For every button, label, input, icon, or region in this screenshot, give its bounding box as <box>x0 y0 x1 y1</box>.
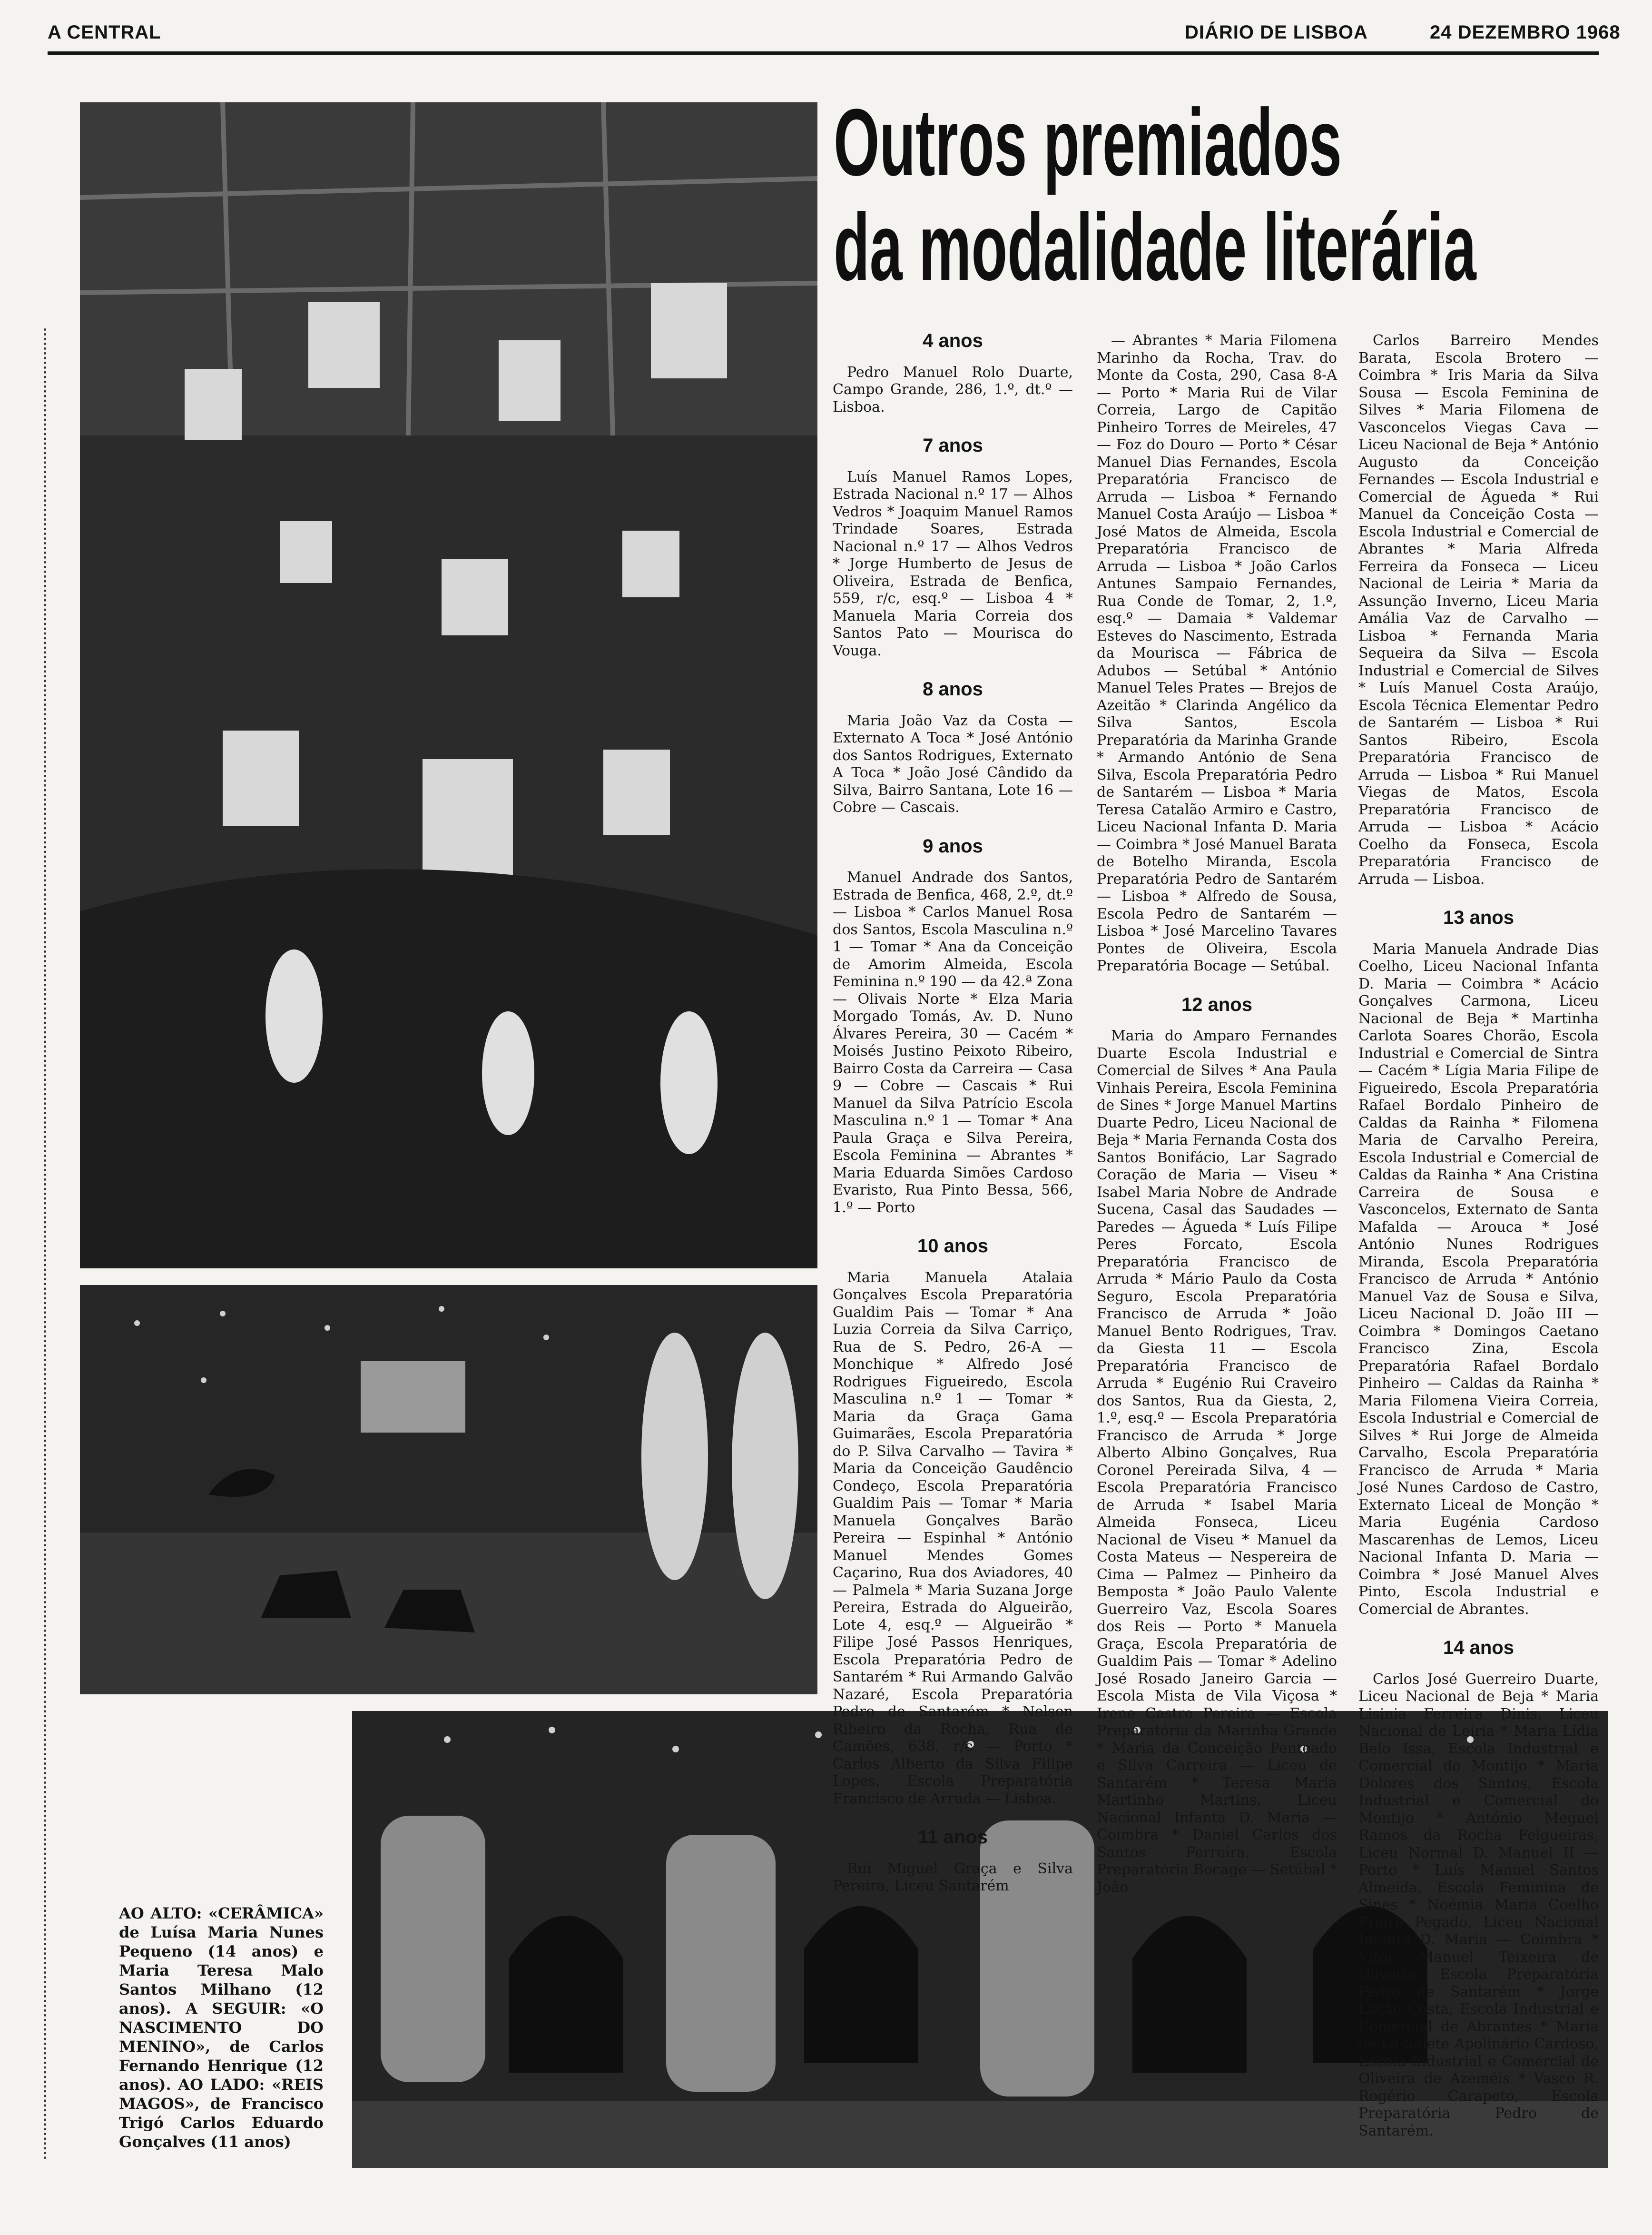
newspaper-name: DIÁRIO DE LISBOA <box>1185 22 1368 43</box>
column-3 <box>1358 332 1599 2148</box>
age-heading: 9 anos <box>923 835 983 857</box>
headline <box>834 89 1476 300</box>
age-heading: 7 anos <box>923 435 983 456</box>
age-heading: 14 anos <box>1443 1637 1514 1658</box>
photo-nascimento-do-menino <box>80 1285 817 1694</box>
winners-paragraph: Maria Manuela Andrade Dias Coelho, Liceu Nacional Infanta D. Maria — Coimbra * Acácio Gonçalves Carmona, Liceu Nacional de Beja * Martinha Carlota Soares Chorão, Escola Industrial e Comercial de Sintra — Cacém * Lígia Maria Filipe de Figueiredo, Escola Preparatória Rafael Bordalo Pinheiro de Caldas da Rainha * Filomena Maria de Carvalho Pereira, Escola Industrial e Comercial de Caldas da Rainha * Ana Cristina Carreira de Sousa e Vasconcelos, Externato de Santa Mafalda — Arouca * José António Nunes Rodrigues Miranda, Escola Preparatória Francisco de Arruda * António Manuel Vaz de Sousa e Silva, Liceu Nacional D. João III — Coimbra * Domingos Caetano Francisco Zina, Escola Preparatória Rafael Bordalo Pinheiro — Caldas da Rainha * Maria Filomena Vieira Correia, Escola Industrial e Comercial de Silves * Rui Jorge de Almeida Carvalho, Escola Preparatória Francisco de Arruda * Maria José Nunes Cardoso de Castro, Externato Liceal de Monção * Maria Eugénia Cardoso Mascarenhas de Lemos, Liceu Nacional Infanta D. Maria — Coimbra * José Manuel Alves Pinto, Escola Industrial e Comercial de Abrantes. <box>1358 940 1599 1618</box>
age-heading: 11 anos <box>918 1827 988 1848</box>
headline-line-1: Outros premiados <box>834 89 1342 196</box>
winners-paragraph: Carlos José Guerreiro Duarte, Liceu Nacional de Beja * Maria Lisinia Ferreira Dinis, Liceu Nacional de Leiria * Maria Lídia Belo Issa, Escola Industrial e Comercial do Montijo * Maria Dolores dos Santos, Escola Industrial e Comercial do Montijo * António Meguel Ramos da Rocha Felgueiras, Liceu Normal D. Manuel II — Porto * Luís Manuel Santos Almeida, Escola Feminina de Sines * Noémia Maria Coelho Freire Pegado, Liceu Nacional Infanta D. Maria — Coimbra * Vítor Manuel Teixeira de Oliveira, Escola Preparatória Pedro de Santarém * Jorge Lação Costa, Escola Industrial e Comercial de Abrantes * Maria de Lá-Salete Apolinário Cardoso, Escola Industrial e Comercial de Oliveira de Azeméis * Vasco R. Rogério Carapeto, Escola Preparatória Pedro de Santarém. <box>1358 1671 1599 2139</box>
header-rule <box>48 51 1599 55</box>
age-heading: 4 anos <box>923 330 983 351</box>
winners-paragraph: Rui Miguel Graça e Silva Pereira, Liceu Santarém <box>833 1860 1073 1894</box>
winners-paragraph: Luís Manuel Ramos Lopes, Estrada Nacional n.º 17 — Alhos Vedros * Joaquim Manuel Ramos Trindade Soares, Estrada Nacional n.º 17 — Alhos Vedros * Jorge Humberto de Jesus de Oliveira, Estrada de Benfica, 559, r/c, esq.º — Lisboa 4 * Manuela Maria Correia dos Santos Pato — Mourisca do Vouga. <box>833 468 1073 659</box>
section-title: A CENTRAL <box>48 22 161 43</box>
winners-paragraph: Pedro Manuel Rolo Duarte, Campo Grande, 286, 1.º, dt.º — Lisboa. <box>833 364 1073 415</box>
issue-date: 24 DEZEMBRO 1968 <box>1430 22 1621 43</box>
headline-line-2: da modalidade literária <box>834 194 1476 300</box>
age-heading: 10 anos <box>917 1236 988 1256</box>
winners-paragraph: Carlos Barreiro Mendes Barata, Escola Brotero — Coimbra * Iris Maria da Silva Sousa — Escola Feminina de Silves * Maria Filomena de Vasconcelos Viegas Cava — Liceu Nacional de Beja * António Augusto da Conceição Fernandes — Escola Industrial e Comercial de Águeda * Rui Manuel da Conceição Costa — Escola Industrial e Comercial de Abrantes * Maria Alfreda Ferreira da Fonseca — Liceu Nacional de Leiria * Maria da Assunção Inverno, Liceu Maria Amália Vaz de Carvalho — Lisboa * Fernanda Maria Sequeira da Silva — Escola Industrial e Comercial de Silves * Luís Manuel Costa Araújo, Escola Técnica Elementar Pedro de Santarém — Lisboa * Rui Santos Ribeiro, Escola Preparatória Francisco de Arruda — Lisboa * Rui Manuel Viegas de Matos, Escola Preparatória Francisco de Arruda — Lisboa * Acácio Coelho da Fonseca, Escola Preparatória Francisco de Arruda — Lisboa. <box>1358 332 1599 888</box>
age-heading: 8 anos <box>923 679 983 700</box>
age-heading: 12 anos <box>1181 994 1252 1015</box>
winners-paragraph: Manuel Andrade dos Santos, Estrada de Benfica, 468, 2.º, dt.º — Lisboa * Carlos Manuel Rosa dos Santos, Escola Masculina n.º 1 — Tomar * Ana da Conceição de Amorim Almeida, Escola Feminina n.º 190 — da 42.ª Zona — Olivais Norte * Elza Maria Morgado Tomás, Av. D. Nuno Álvares Pereira, 30 — Cacém * Moisés Justino Peixoto Ribeiro, Bairro Costa da Carreira — Casa 9 — Cobre — Cascais * Rui Manuel da Silva Patrício Escola Masculina n.º 1 — Tomar * Ana Paula Graça e Silva Pereira, Escola Feminina — Abrantes * Maria Eduarda Simões Cardoso Evaristo, Rua Pinto Bessa, 566, 1.º — Porto <box>833 869 1073 1216</box>
winners-paragraph: Maria Manuela Atalaia Gonçalves Escola Preparatória Gualdim Pais — Tomar * Ana Luzia Correia da Silva Carriço, Rua de S. Pedro, 26-A — Monchique * Alfredo José Rodrigues Figueiredo, Escola Masculina n.º 1 — Tomar * Maria da Graça Gama Guimarães, Escola Preparatória do P. Silva Carvalho — Tavira * Maria da Conceição Gaudêncio Condeço, Escola Preparatória Gualdim Pais — Tomar * Maria Manuela Gonçalves Barão Pereira — Espinhal * António Manuel Mendes Gomes Caçarino, Rua dos Aviadores, 40 — Palmela * Maria Suzana Jorge Pereira, Estrada do Algueirão, Lote 4, esq.º — Algueirão * Filipe José Passos Henriques, Escola Preparatória Pedro de Santarém * Rui Armando Galvão Nazaré, Escola Preparatória Pedro de Santarém * Nelson Ribeiro da Rocha, Rua de Camões, 638, r/c — Porto * Carlos Alberto da Silva Filipe Lopes, Escola Preparatória Francisco de Arruda — Lisboa. <box>833 1269 1073 1807</box>
winners-paragraph: — Abrantes * Maria Filomena Marinho da Rocha, Trav. do Monte da Costa, 290, Casa 8-A — Porto * Maria Rui de Vilar Correia, Largo de Capitão Pinheiro Torres de Meireles, 47 — Foz do Douro — Porto * César Manuel Dias Fernandes, Escola Preparatória Francisco de Arruda — Lisboa * Fernando Manuel Costa Araújo — Lisboa * José Matos de Almeida, Escola Preparatória Francisco de Arruda — Lisboa * João Carlos Antunes Sampaio Fernandes, Rua Conde de Tomar, 2, 1.º, esq.º — Damaia * Valdemar Esteves do Nascimento, Estrada da Mourisca — Fábrica de Adubos — Setúbal * António Manuel Teles Prates — Brejos de Azeitão * Clarinda Angélico da Silva Santos, Escola Preparatória da Marinha Grande * Armando António de Sena Silva, Escola Preparatória Pedro de Santarém — Lisboa * Maria Teresa Catalão Armiro e Castro, Liceu Nacional Infanta D. Maria — Coimbra * José Manuel Barata de Botelho Miranda, Escola Preparatória Pedro de Santarém — Lisboa * Alfredo de Sousa, Escola Pedro de Santarém — Lisboa * José Marcelino Tavares Pontes de Oliveira, Escola Preparatória Bocage — Setúbal. <box>1097 332 1337 974</box>
photo-caption: AO ALTO: «CERÂMICA» de Luísa Maria Nunes Pequeno (14 anos) e Maria Teresa Malo Santos Milhano (12 anos). A SEGUIR: «O NASCIMENTO DO MENINO», de Carlos Fernando Henrique (12 anos). AO LADO: «REIS MAGOS», de Francisco Trigó Carlos Eduardo Gonçalves (11 anos) <box>119 1904 324 2151</box>
winners-paragraph: Maria do Amparo Fernandes Duarte Escola Industrial e Comercial de Silves * Ana Paula Vinhais Pereira, Escola Feminina de Sines * Jorge Manuel Martins Duarte Pedro, Liceu Nacional de Beja * Maria Fernanda Costa dos Santos Bonifácio, Lar Sagrado Coração de Maria — Viseu * Isabel Maria Nobre de Andrade Sucena, Casal das Saudades — Paredes — Águeda * Luís Filipe Peres Forcato, Escola Preparatória Francisco de Arruda * Mário Paulo da Costa Seguro, Escola Preparatória Francisco de Arruda * João Manuel Bento Rodrigues, Trav. da Giesta 11 — Escola Preparatória Francisco de Arruda * Eugénio Rui Craveiro dos Santos, Rua da Giesta, 2, 1.º, esq.º — Escola Preparatória Francisco de Arruda * Jorge Alberto Albino Gonçalves, Rua Coronel Pereirada Silva, 4 — Escola Preparatória Francisco de Arruda * Isabel Maria Almeida Fonseca, Liceu Nacional de Viseu * Manuel da Costa Mateus — Nespereira de Cima — Palmez — Pinheiro da Bemposta * João Paulo Valente Guerreiro Vaz, Escola Soares dos Reis — Porto * Manuela Graça, Escola Preparatória de Gualdim Pais — Tomar * Adelino José Rosado Janeiro Garcia — Escola Mista de Vila Viçosa * Irene Castro Pereira — Escola Preparatória da Marinha Grande * Maria da Conceição Penteado e Silva Carreira — Liceu de Santarém * Teresa Maria Martinho Martins, Liceu Nacional Infanta D. Maria — Coimbra * Daniel Carlos dos Santos Ferreira, Escola Preparatória Bocage — Setúbal * João <box>1097 1028 1337 1896</box>
winners-paragraph: Maria João Vaz da Costa — Externato A Toca * José António dos Santos Rodrigues, Externato A Toca * João José Cândido da Silva, Bairro Santana, Lote 16 — Cobre — Cascais. <box>833 712 1073 816</box>
photo-ceramica <box>80 102 817 1268</box>
column-1 <box>833 332 1073 1904</box>
age-heading: 13 anos <box>1443 907 1514 928</box>
column-2 <box>1097 332 1337 1905</box>
margin-dotted-rule <box>44 328 48 2161</box>
